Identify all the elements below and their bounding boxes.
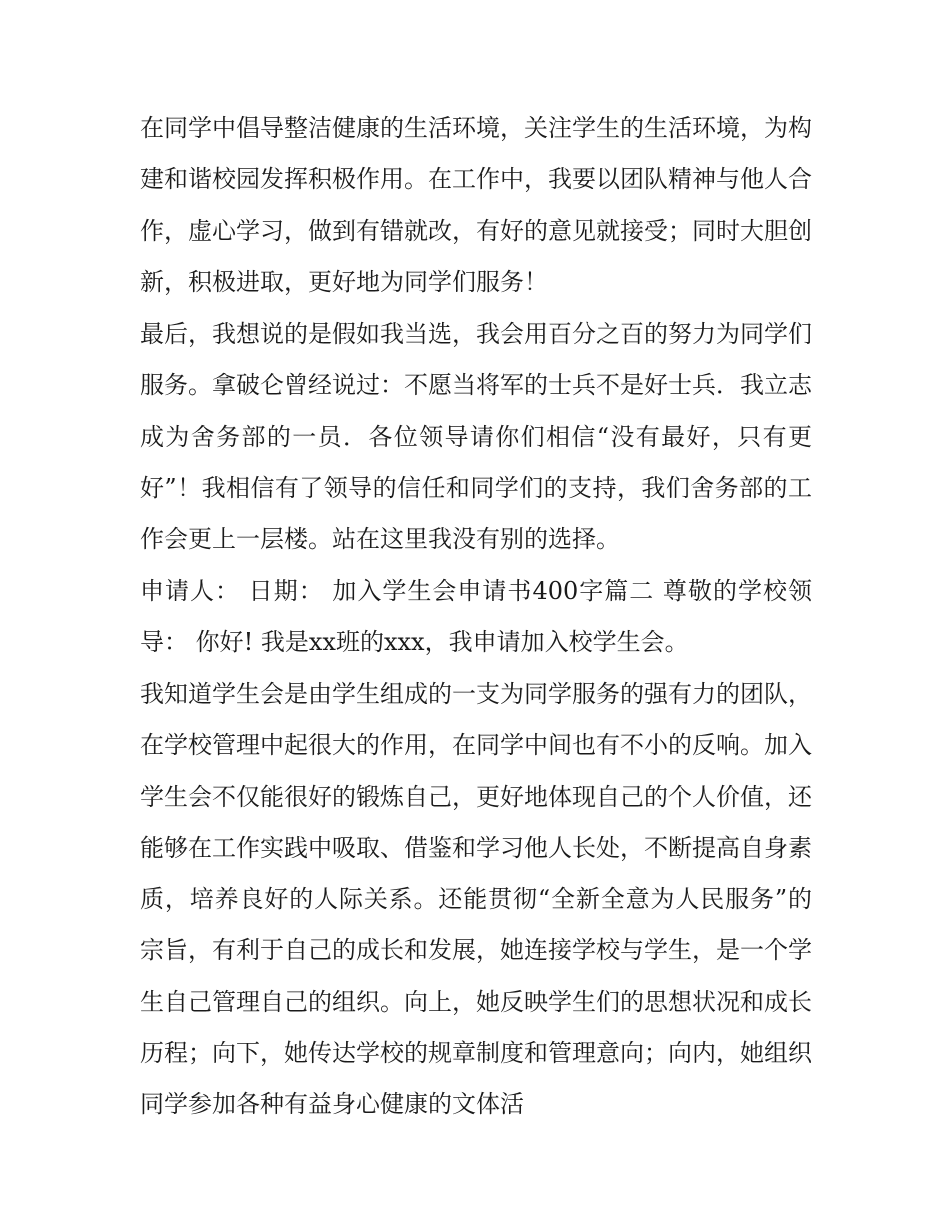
paragraph-application-header: 申请人： 日期： 加入学生会申请书400字篇二 尊敬的学校领导： 你好! 我是xx班的xxx，我申请加入校学生会。 xyxy=(140,577,812,657)
paragraph-student-union-role: 我知道学生会是由学生组成的一支为同学服务的强有力的团队，在学校管理中起很大的作用，在同学中间也有不小的反响。加入学生会不仅能很好的锻炼自己，更好地体现自己的个人价值，还能够在工作实践中吸取、借鉴和学习他人长处，不断提高自身素质，培养良好的人际关系。还能贯彻“全新全意为人民服务”的宗旨，有利于自己的成长和发展，她连接学校与学生，是一个学生自己管理自己的组织。向上，她反映学生们的思想状况和成长历程；向下，她传达学校的规章制度和管理意向；向内，她组织同学参加各种有益身心健康的文体活 xyxy=(140,680,812,1119)
document-body xyxy=(140,103,812,1131)
paragraph-closing-statement: 最后，我想说的是假如我当选，我会用百分之百的努力为同学们服务。拿破仑曾经说过：不愿当将军的士兵不是好士兵．我立志成为舍务部的一员．各位领导请你们相信“没有最好，只有更好”！我相信有了领导的信任和同学们的支持，我们舍务部的工作会更上一层楼。站在这里我没有别的选择。 xyxy=(140,320,812,554)
paragraph-campus-environment: 在同学中倡导整洁健康的生活环境，关注学生的生活环境，为构建和谐校园发挥积极作用。在工作中，我要以团队精神与他人合作，虚心学习，做到有错就改，有好的意见就接受；同时大胆创新，积极进取，更好地为同学们服务！ xyxy=(140,114,812,296)
